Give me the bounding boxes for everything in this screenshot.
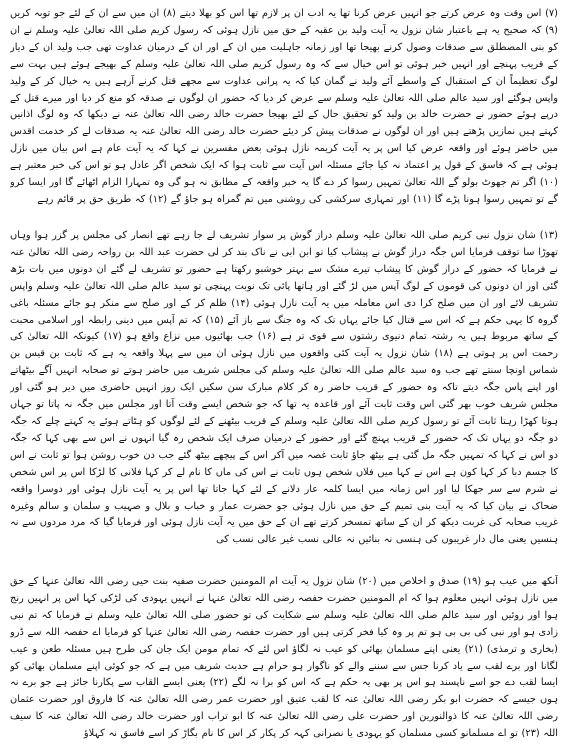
footnote-paragraph-1: (۷) اس وقت وہ عرض کرتے جو انہیں عرض کرنا تھا یہ ادب ان پر لازم تھا اس کو بھلا دیتے (۸) ان میں سے ان کے لئے جو توبہ کریں (۹) کہ صحیح یہ ہے باعتبار شان نزول یہ آیت ولید بن عقبہ کے حق میں نازل ہوئی کہ رسول کریم صلی اللہ تعالیٰ علیہ وسلم نے ان کو بنی المصطلق سے صدقات وصول کرنے بھیجا تھا اور زمانہ جاہلیت میں ان کے اور ان کے درمیان عداوت تھی جب ولید ان کے دیار کے قریب پہنچے اور انہیں خبر ہوئی تو اس خیال سے کہ وہ رسول کریم صلی اللہ تعالیٰ علیہ وسلم کے بھیجے ہوئے ہیں بہت سے لوگ تعظیماً ان کے استقبال کے واسطے آئے ولید نے گمان کیا کہ یہ پرانی عداوت سے مجھے قتل کرنے آرہے ہیں یہ خیال کر کے ولید واپس ہوگئے اور سید عالم صلی اللہ تعالیٰ علیہ وسلم سے عرض کر دیا کہ حضور ان لوگوں نے صدقہ کو منع کر دیا اور میرے قتل کے درپے ہوئے حضور نے حضرت خالد بن ولید کو تحقیق حال کے لئے بھیجا حضرت خالد رضی اللہ تعالیٰ عنہ نے دیکھا کہ وہ لوگ اذانیں کہتے ہیں نمازیں پڑھتے ہیں اور ان لوگوں نے صدقات پیش کر دیئے حضرت خالد رضی اللہ تعالیٰ عنہ یہ صدقات لے کر خدمت اقدس میں حاضر ہوئے اور واقعہ عرض کیا اس پر یہ آیت کریمہ نازل ہوئی بعض مفسرین نے کہا کہ یہ آیت عام ہے اس بیان میں نازل ہوئی ہے کہ فاسق کے قول پر اعتماد نہ کیا جائے مسئلہ اس آیت سے ثابت ہوا کہ ایک شخص اگر عادل ہو تو اس کی خبر معتبر ہے (۱۰) اگر تم جھوٹ بولو گے اللہ تعالیٰ تمہیں رسوا کر دے گا یہ خبر واقعہ کے مطابق نہ ہو گی وہ تمہارا الزام اٹھائے گا اور ایسا کرو گے تو تمہیں رسوا ہونا پڑے گا (۱۱) اور تمہاری سرکشی کی روشنی میں تم گمراہ ہو جاؤ گے (۱۲) کہ طریق حق پر قائم رہے [10,8,558,205]
footnote-paragraph-2: (۱۳) شان نزول نبی کریم صلی اللہ تعالیٰ علیہ وسلم دراز گوش پر سوار تشریف لے جا رہے تھے انصار کی مجلس پر گزر ہوا وہاں تھوڑا سا توقف فرمایا اس جگہ دراز گوش نے پیشاب کیا تو ابن ابی نے ناک بند کر لی حضرت عبد اللہ بن رواحہ رضی اللہ تعالیٰ عنہ نے فرمایا کہ حضور کے دراز گوش کا پیشاب تیرے مشک سے بہتر خوشبو رکھتا ہے حضور تو تشریف لے گئے ان دونوں میں بات بڑھ گئی اور ان دونوں کی قوموں کے لوگ آپس میں لڑ گئے اور ہاتھا پائی تک نوبت پہنچی تو سید عالم صلی اللہ تعالیٰ علیہ وسلم واپس تشریف لائے اور ان میں صلح کرا دی اس معاملہ میں یہ آیت نازل ہوئی (۱۴) ظلم کر کے اور صلح سے منکر ہو جائے مسئلہ باغی گروہ کا یہی حکم ہے کہ اس سے قتال کیا جائے یہاں تک کہ وہ جنگ سے باز آئے (۱۵) کہ تم آپس میں دینی رابطہ اور اسلامی محبت کے ساتھ مربوط ہیں یہ رشتہ تمام دنیوی رشتوں سے قوی تر ہے (۱۶) جب بھائیوں میں نزاع واقع ہو (۱۷) کیونکہ اللہ تعالیٰ کی رحمت اس پر ہوتی ہے (۱۸) شان نزول یہ آیت کئی واقعوں میں نازل ہوئی ان میں سے پہلا واقعہ یہ ہے کہ ثابت بن قیس بن شماس اونچا سنتے تھے جب وہ سید عالم صلی اللہ تعالیٰ علیہ وسلم کی مجلس شریف میں حاضر ہوتے تو صحابہ انہیں آگے بیٹھاتے اور اپنے پاس جگہ دیتے تاکہ وہ حضور کے قریب حاضر رہ کر کلام مبارک سن سکیں ایک روز انہیں حاضری میں دیر ہو گئی اور مجلس شریف خوب بھر گئی اس وقت ثابت آئے اور قاعدہ یہ تھا کہ جو شخص ایسے وقت آتا اور مجلس میں جگہ نہ پاتا تو جہاں ہوتا کھڑا رہتا ثابت آئے تو رسول کریم صلی اللہ تعالیٰ علیہ وسلم کے قریب بیٹھنے کے لئے لوگوں کو ہٹاتے ہوئے یہ کہتے چلے کہ جگہ دو جگہ دو یہاں تک کہ حضور کے قریب پہنچ گئے اور حضور کے درمیان صرف ایک شخص رہ گیا انہوں نے اس سے بھی کہا کہ جگہ دو اس نے کہا کہ تمہیں جگہ مل گئی ہے بیٹھ جاؤ ثابت غصہ میں آکر اس کے پیچھے بیٹھ گئے جب دن خوب روشن ہوا تو ثابت نے اس کا جسم دبا کر کہا کون ہے اس نے کہا میں فلاں شخص ہوں ثابت نے اس کی ماں کا نام لے کر کہا فلانی کا لڑکا اس پر اس شخص نے شرم سے سر جھکا لیا اور اس زمانہ میں ایسا کلمہ عار دلانے کے لئے کہا جاتا تھا اس پر یہ آیت نازل ہوئی اور دوسرا واقعہ ضحاک نے بیان کیا کہ یہ آیت بنی تمیم کے حق میں نازل ہوئی جو حضرت عمار و خباب و بلال و صہیب و سلمان و سالم وغیرہ غریب صحابہ کی غربت دیکھ کر ان کے ساتھ تمسخر کرتے تھے ان کے حق میں یہ آیت نازل ہوئی اور فرمایا گیا کہ مرد مردوں سے نہ ہنسیں یعنی مال دار غریبوں کی ہنسی نہ بنائیں نہ عالی نسب غیر عالی نسب کی [10,230,558,546]
footnote-paragraph-3: آنکھ میں عیب ہو (۱۹) صدق و اخلاص میں (۲۰) شان نزول یہ آیت ام المومنین حضرت صفیہ بنت حیی رضی اللہ تعالیٰ عنہا کے حق میں نازل ہوئی انہیں معلوم ہوا کہ ام المومنین حضرت حفصہ رضی اللہ تعالیٰ عنہا نے انہیں یہودی کی لڑکی کہا اس پر انہیں رنج ہوا اور روئیں اور سید عالم صلی اللہ تعالیٰ علیہ وسلم سے شکایت کی تو حضور صلی اللہ تعالیٰ علیہ وسلم نے فرمایا کہ تم نبی زادی ہو اور نبی کی بی بی ہو تم پر وہ کیا فخر کرتی ہیں اور حضرت حفصہ رضی اللہ تعالیٰ عنہا کو فرمایا اے حفصہ اللہ سے ڈرو (بخاری و ترمذی) (۲۱) یعنی اپنے مسلمان بھائی کو عیب نہ لگاؤ اس لئے کہ تمام مومن ایک جان کی طرح ہیں مسئلہ طعن و عیب لگانا اور برے لقب سے یاد کرنا جس سے سننے والے کو ناگوار ہو حرام ہے حدیث شریف میں ہے کہ جو کوئی اپنے مسلمان بھائی کو ایسا لقب دے جو اسے ناپسند ہو اس پر بھی یہ حکم ہے کہ اس کو برا نہ لگے (۲۲) یعنی ایسے القاب سے پکارنا جائز ہے جو برے نہ ہوں جیسے کہ حضرت ابو بکر رضی اللہ تعالیٰ عنہ کا لقب عتیق اور حضرت عمر رضی اللہ تعالیٰ عنہ کا فاروق اور حضرت عثمان رضی اللہ تعالیٰ عنہ کا ذوالنورین اور حضرت علی رضی اللہ تعالیٰ عنہ کا ابو تراب اور حضرت خالد رضی اللہ تعالیٰ عنہ کا سیف اللہ (۲۳) تو اے مسلمانو کسی مسلمان کو یہودی یا نصرانی کہہ کر پکار کر اس کا نام بگاڑ کر اسے فاسق نہ کہلاؤ [10,576,558,740]
